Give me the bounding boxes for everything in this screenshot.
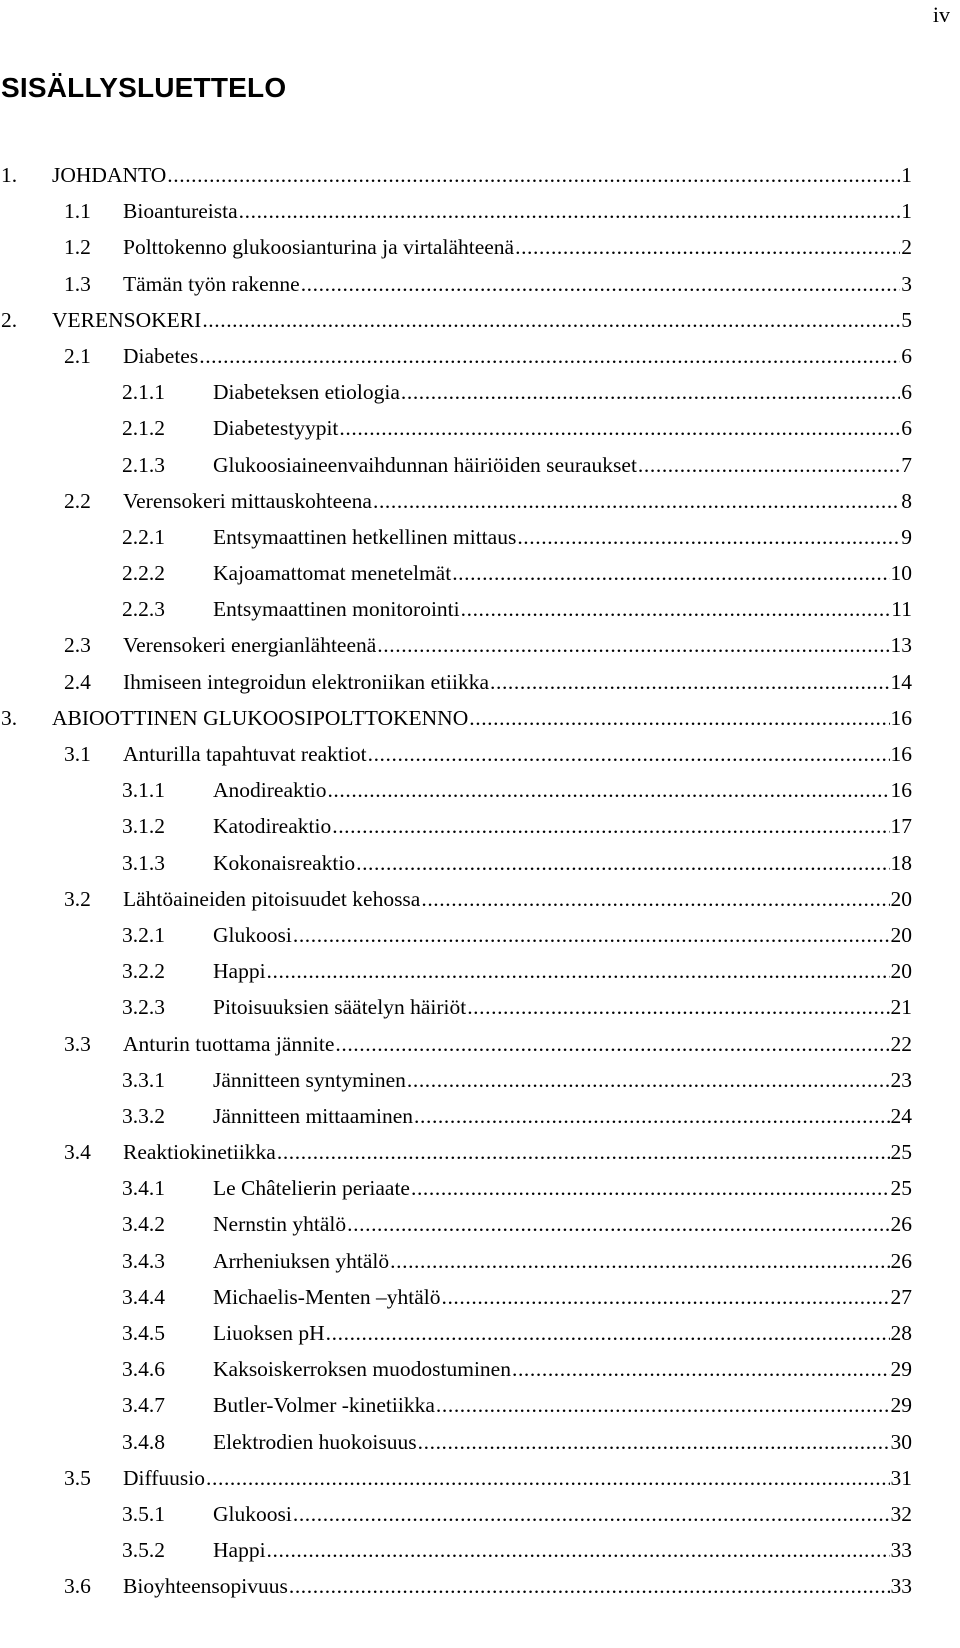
toc-entry-label: Entsymaattinen hetkellinen mittaus <box>213 524 517 549</box>
toc-entry[interactable] <box>0 953 912 989</box>
toc-entry-line <box>123 266 912 302</box>
toc-dot-leader <box>411 1170 890 1206</box>
toc-entry-number: 3.2.2 <box>122 959 165 984</box>
toc-entry-page: 2 <box>901 235 912 260</box>
toc-entry-number: 2.4 <box>64 669 91 694</box>
toc-dot-leader <box>414 1098 889 1134</box>
toc-entry[interactable] <box>0 338 912 374</box>
toc-entry-number: 3.1.2 <box>122 814 165 839</box>
toc-dot-leader <box>638 447 900 483</box>
toc-entry-number: 3.2.3 <box>122 995 165 1020</box>
toc-entry-line <box>213 1496 912 1532</box>
toc-entry-number: 2.1.3 <box>122 452 165 477</box>
toc-entry-page: 29 <box>890 1393 912 1418</box>
toc-entry-page: 25 <box>890 1176 912 1201</box>
toc-entry-label: Le Châtelierin periaate <box>213 1176 410 1201</box>
toc-entry-line <box>213 1062 912 1098</box>
toc-entry[interactable] <box>0 483 912 519</box>
toc-entry-line <box>213 917 912 953</box>
toc-entry-page: 20 <box>890 922 912 947</box>
toc-entry[interactable] <box>0 1134 912 1170</box>
table-of-contents <box>0 157 912 1605</box>
toc-entry-line <box>213 1532 912 1568</box>
toc-entry[interactable] <box>0 157 912 193</box>
toc-entry-number: 3.4.7 <box>122 1393 165 1418</box>
toc-entry-page: 27 <box>890 1284 912 1309</box>
toc-entry-page: 3 <box>901 271 912 296</box>
toc-entry[interactable] <box>0 1351 912 1387</box>
toc-entry-number: 1.1 <box>64 199 91 224</box>
toc-entry-page: 16 <box>890 705 912 730</box>
toc-entry-label: Diabetes <box>123 343 199 368</box>
toc-entry-line <box>213 845 912 881</box>
toc-entry-label: Diabetestyypit <box>213 416 339 441</box>
toc-entry-number: 3.4.6 <box>122 1357 165 1382</box>
toc-entry-page: 6 <box>901 343 912 368</box>
toc-entry-page: 26 <box>890 1248 912 1273</box>
toc-entry[interactable] <box>0 1098 912 1134</box>
page-number: iv <box>932 2 950 27</box>
toc-entry-label: Diffuusio <box>123 1465 206 1490</box>
toc-entry-number: 2.1 <box>64 343 91 368</box>
toc-entry-line <box>52 157 912 193</box>
toc-entry-page: 24 <box>890 1103 912 1128</box>
toc-entry-label: Kokonaisreaktio <box>213 850 356 875</box>
toc-dot-leader <box>293 917 890 953</box>
toc-dot-leader <box>490 664 890 700</box>
toc-entry-label: Anodireaktio <box>213 778 327 803</box>
toc-entry-page: 8 <box>901 488 912 513</box>
toc-entry[interactable] <box>0 845 912 881</box>
toc-dot-leader <box>373 483 900 519</box>
toc-entry-number: 3.4.8 <box>122 1429 165 1454</box>
toc-entry-number: 3.1.3 <box>122 850 165 875</box>
toc-dot-leader <box>515 229 900 265</box>
toc-entry-page: 33 <box>890 1574 912 1599</box>
toc-entry-line <box>123 736 912 772</box>
toc-entry-label: Bioyhteensopivuus <box>123 1574 288 1599</box>
toc-entry-label: Diabeteksen etiologia <box>213 380 400 405</box>
toc-entry-number: 3.4.1 <box>122 1176 165 1201</box>
toc-entry[interactable] <box>0 917 912 953</box>
toc-entry-page: 1 <box>901 163 912 187</box>
toc-entry-page: 23 <box>890 1067 912 1092</box>
toc-dot-leader <box>441 1279 889 1315</box>
toc-entry[interactable] <box>0 410 912 446</box>
toc-entry-label: ABIOOTTINEN GLUKOOSIPOLTTOKENNO <box>52 705 469 730</box>
toc-entry-line <box>123 1026 912 1062</box>
toc-entry-line <box>213 808 912 844</box>
toc-dot-leader <box>332 808 889 844</box>
toc-entry-line <box>213 1387 912 1423</box>
toc-entry-page: 18 <box>890 850 912 875</box>
toc-entry-label: Liuoksen pH <box>213 1321 325 1345</box>
toc-entry-page: 16 <box>890 742 912 766</box>
toc-entry-number: 2.1.1 <box>122 380 165 405</box>
toc-entry-line <box>123 1460 912 1496</box>
toc-dot-leader <box>421 881 889 917</box>
toc-entry-label: Nernstin yhtälö <box>213 1212 347 1237</box>
toc-dot-leader <box>436 1387 890 1423</box>
toc-entry-page: 9 <box>901 524 912 549</box>
toc-entry[interactable] <box>0 1170 912 1206</box>
toc-entry-number: 3.4 <box>64 1140 91 1165</box>
toc-entry-number: 3.1 <box>64 742 91 766</box>
toc-entry-line <box>213 1170 912 1206</box>
toc-entry-line <box>123 229 912 265</box>
toc-entry-label: Kaksoiskerroksen muodostuminen <box>213 1357 511 1382</box>
toc-entry-label: Jännitteen syntyminen <box>213 1067 406 1092</box>
toc-entry-line <box>213 555 912 591</box>
toc-dot-leader <box>452 555 889 591</box>
toc-entry-number: 1. <box>1 163 18 187</box>
toc-entry-label: Butler-Volmer -kinetiikka <box>213 1393 435 1418</box>
toc-entry-line <box>123 338 912 374</box>
toc-dot-leader <box>512 1351 890 1387</box>
toc-entry-line <box>52 700 912 736</box>
toc-entry-page: 29 <box>890 1357 912 1382</box>
toc-entry[interactable] <box>0 591 912 627</box>
toc-entry-number: 3.3.1 <box>122 1067 165 1092</box>
toc-entry-number: 3.2.1 <box>122 922 165 947</box>
toc-entry-line <box>213 1279 912 1315</box>
toc-entry-label: JOHDANTO <box>52 163 167 187</box>
toc-entry-page: 25 <box>890 1140 912 1165</box>
toc-entry-line <box>213 989 912 1025</box>
toc-entry-line <box>123 1134 912 1170</box>
toc-entry-number: 3.4.3 <box>122 1248 165 1273</box>
toc-entry-number: 3.4.4 <box>122 1284 165 1309</box>
toc-dot-leader <box>461 591 891 627</box>
toc-dot-leader <box>368 736 890 772</box>
toc-entry-label: Ihmiseen integroidun elektroniikan etiikka <box>123 669 489 694</box>
toc-dot-leader <box>356 845 889 881</box>
toc-entry-label: Katodireaktio <box>213 814 332 839</box>
toc-entry-page: 6 <box>901 416 912 441</box>
toc-entry-label: Lähtöaineiden pitoisuudet kehossa <box>123 886 421 911</box>
toc-entry-number: 2.1.2 <box>122 416 165 441</box>
toc-entry-label: Elektrodien huokoisuus <box>213 1429 417 1454</box>
toc-entry-label: Anturin tuottama jännite <box>123 1031 335 1056</box>
toc-entry[interactable] <box>0 881 912 917</box>
toc-entry-number: 2.2.1 <box>122 524 165 549</box>
toc-entry[interactable] <box>0 1460 912 1496</box>
toc-dot-leader <box>267 1532 890 1568</box>
toc-dot-leader <box>418 1424 890 1460</box>
toc-entry-line <box>123 664 912 700</box>
toc-entry-line <box>123 627 912 663</box>
toc-entry-page: 31 <box>890 1465 912 1490</box>
toc-entry[interactable] <box>0 736 912 772</box>
toc-dot-leader <box>289 1568 890 1604</box>
toc-entry[interactable] <box>0 1568 912 1604</box>
toc-entry[interactable] <box>0 266 912 302</box>
toc-entry-page: 32 <box>890 1501 912 1526</box>
toc-dot-leader <box>239 193 901 229</box>
toc-entry[interactable] <box>0 1315 912 1351</box>
toc-entry-number: 3.4.2 <box>122 1212 165 1237</box>
toc-entry-page: 13 <box>890 633 912 658</box>
toc-entry[interactable] <box>0 1424 912 1460</box>
toc-entry-line <box>213 519 912 555</box>
toc-entry-page: 7 <box>901 452 912 477</box>
toc-entry-label: Polttokenno glukoosianturina ja virtalähteenä <box>123 235 515 260</box>
toc-entry-page: 21 <box>890 995 912 1020</box>
toc-entry-label: Glukoosi <box>213 922 292 947</box>
toc-entry-page: 22 <box>890 1031 912 1056</box>
toc-entry-page: 30 <box>890 1429 912 1454</box>
toc-entry-label: Happi <box>213 959 266 984</box>
toc-entry-label: Verensokeri energianlähteenä <box>123 633 377 658</box>
toc-entry-number: 2.2 <box>64 488 91 513</box>
toc-entry[interactable] <box>0 555 912 591</box>
toc-entry-page: 14 <box>890 669 912 694</box>
toc-entry[interactable] <box>0 664 912 700</box>
toc-entry-page: 26 <box>890 1212 912 1237</box>
toc-entry-number: 2.2.2 <box>122 561 165 586</box>
toc-dot-leader <box>206 1460 889 1496</box>
toc-dot-leader <box>267 953 890 989</box>
toc-entry[interactable] <box>0 808 912 844</box>
toc-entry-number: 3.5 <box>64 1465 91 1490</box>
toc-entry-label: Bioantureista <box>123 199 238 224</box>
toc-entry-number: 3.3.2 <box>122 1103 165 1128</box>
toc-entry[interactable] <box>0 1532 912 1568</box>
toc-entry[interactable] <box>0 519 912 555</box>
toc-entry-number: 2.3 <box>64 633 91 658</box>
toc-entry-line <box>123 483 912 519</box>
toc-entry[interactable] <box>0 1062 912 1098</box>
toc-dot-leader <box>469 700 889 736</box>
toc-entry[interactable] <box>0 1387 912 1423</box>
toc-entry[interactable] <box>0 229 912 265</box>
toc-dot-leader <box>377 627 889 663</box>
toc-entry-line <box>213 772 912 808</box>
toc-entry-label: Reaktiokinetiikka <box>123 1140 276 1165</box>
toc-entry-page: 28 <box>890 1321 912 1345</box>
toc-entry[interactable] <box>0 627 912 663</box>
toc-dot-leader <box>301 266 901 302</box>
toc-entry[interactable] <box>0 447 912 483</box>
toc-entry[interactable] <box>0 1243 912 1279</box>
toc-entry-label: Tämän työn rakenne <box>123 271 300 296</box>
toc-entry[interactable] <box>0 1496 912 1532</box>
toc-entry-number: 3. <box>1 705 18 730</box>
toc-entry-line <box>213 591 912 627</box>
toc-entry-line <box>213 1351 912 1387</box>
toc-entry-label: Arrheniuksen yhtälö <box>213 1248 390 1273</box>
toc-dot-leader <box>277 1134 890 1170</box>
toc-entry-line <box>52 302 912 338</box>
toc-entry-number: 2. <box>1 307 18 332</box>
toc-entry-line <box>213 1424 912 1460</box>
toc-entry-line <box>123 881 912 917</box>
toc-dot-leader <box>326 1315 890 1351</box>
toc-entry[interactable] <box>0 772 912 808</box>
toc-entry-line <box>123 193 912 229</box>
toc-entry[interactable] <box>0 700 912 736</box>
toc-entry-line <box>213 1098 912 1134</box>
toc-dot-leader <box>339 410 900 446</box>
toc-entry-label: Glukoosi <box>213 1501 292 1526</box>
toc-entry-number: 3.5.1 <box>122 1501 165 1526</box>
toc-entry-page: 5 <box>901 307 912 332</box>
toc-entry-number: 2.2.3 <box>122 597 165 622</box>
toc-entry-label: Anturilla tapahtuvat reaktiot <box>123 742 367 766</box>
toc-entry-label: Kajoamattomat menetelmät <box>213 561 452 586</box>
toc-entry[interactable] <box>0 302 912 338</box>
toc-entry-number: 3.3 <box>64 1031 91 1056</box>
toc-entry[interactable] <box>0 193 912 229</box>
toc-entry-page: 20 <box>890 886 912 911</box>
toc-dot-leader <box>293 1496 890 1532</box>
toc-dot-leader <box>407 1062 890 1098</box>
page-title: SISÄLLYSLUETTELO <box>1 72 287 103</box>
toc-entry-page: 10 <box>890 561 912 586</box>
toc-dot-leader <box>390 1243 889 1279</box>
toc-entry-line <box>123 1568 912 1604</box>
toc-dot-leader <box>199 338 900 374</box>
toc-entry-page: 6 <box>901 380 912 405</box>
toc-entry-page: 1 <box>901 199 912 224</box>
toc-entry-page: 16 <box>890 778 912 803</box>
toc-entry-number: 3.2 <box>64 886 91 911</box>
toc-dot-leader <box>517 519 900 555</box>
toc-entry-label: Happi <box>213 1538 266 1563</box>
toc-entry-number: 3.4.5 <box>122 1321 165 1345</box>
toc-entry-page: 17 <box>890 814 912 839</box>
toc-entry[interactable] <box>0 374 912 410</box>
toc-entry-label: Verensokeri mittauskohteena <box>123 488 372 513</box>
toc-entry-number: 3.5.2 <box>122 1538 165 1563</box>
toc-entry-label: Michaelis-Menten –yhtälö <box>213 1284 441 1309</box>
toc-entry-line <box>213 374 912 410</box>
toc-dot-leader <box>167 157 900 193</box>
toc-entry-label: VERENSOKERI <box>52 307 202 332</box>
toc-entry[interactable] <box>0 1279 912 1315</box>
toc-entry-page: 20 <box>890 959 912 984</box>
toc-dot-leader <box>202 302 900 338</box>
toc-entry-number: 3.1.1 <box>122 778 165 803</box>
toc-entry-label: Entsymaattinen monitorointi <box>213 597 460 622</box>
toc-dot-leader <box>327 772 889 808</box>
toc-entry-line <box>213 1243 912 1279</box>
toc-entry-number: 3.6 <box>64 1574 91 1599</box>
toc-entry-label: Jännitteen mittaaminen <box>213 1103 414 1128</box>
toc-entry[interactable] <box>0 989 912 1025</box>
toc-entry-line <box>213 1315 912 1351</box>
toc-entry[interactable] <box>0 1206 912 1242</box>
toc-entry-page: 33 <box>890 1538 912 1563</box>
toc-entry-label: Glukoosiaineenvaihdunnan häiriöiden seuraukset <box>213 452 637 477</box>
toc-entry-line <box>213 410 912 446</box>
toc-entry-line <box>213 447 912 483</box>
toc-entry-line <box>213 953 912 989</box>
toc-entry[interactable] <box>0 1026 912 1062</box>
toc-entry-number: 1.2 <box>64 235 91 260</box>
toc-entry-label: Pitoisuuksien säätelyn häiriöt <box>213 995 467 1020</box>
toc-entry-number: 1.3 <box>64 271 91 296</box>
toc-entry-line <box>213 1206 912 1242</box>
toc-entry-page: 11 <box>891 597 912 622</box>
toc-dot-leader <box>347 1206 889 1242</box>
toc-dot-leader <box>467 989 889 1025</box>
toc-dot-leader <box>335 1026 889 1062</box>
toc-dot-leader <box>401 374 900 410</box>
